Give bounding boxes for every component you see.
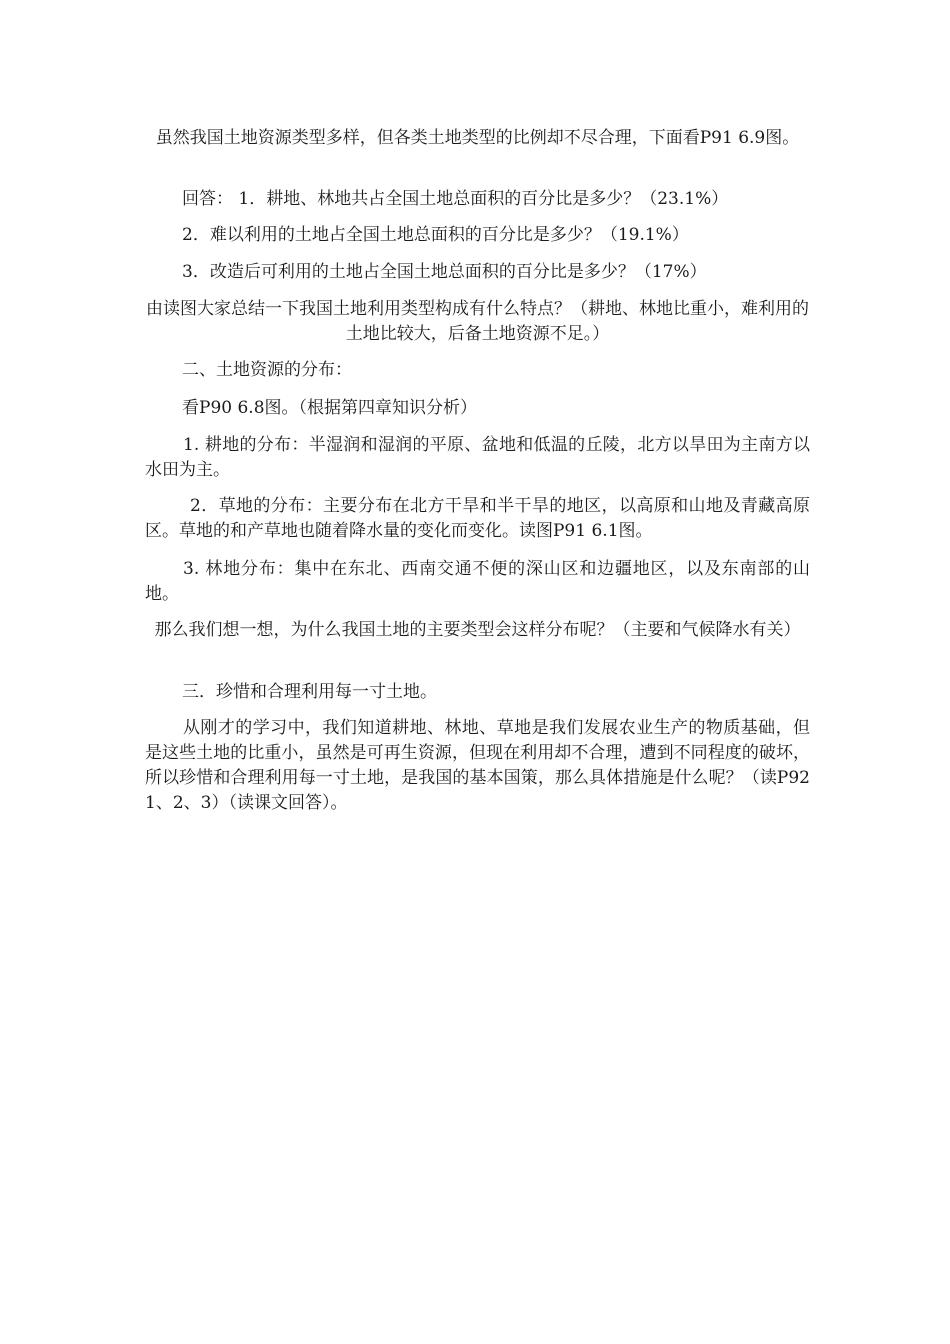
paragraph-figure-ref: 看P90 6.8图。（根据第四章知识分析） xyxy=(182,398,478,418)
paragraph-summary: 由读图大家总结一下我国土地利用类型构成有什么特点？（耕地、林地比重小，难利用的土地比较大，后备土地资源不足。） xyxy=(146,299,809,344)
paragraph-question-1: 回答： 1．耕地、林地共占全国土地总面积的百分比是多少？（23.1%） xyxy=(182,189,729,209)
paragraph-question-2: 2．难以利用的土地占全国土地总面积的百分比是多少？（19.1%） xyxy=(182,225,689,245)
paragraph-why: 那么我们想一想，为什么我国土地的主要类型会这样分布呢？（主要和气候降水有关） xyxy=(154,620,801,640)
paragraph-farmland: 1. 耕地的分布：半湿润和湿润的平原、盆地和低温的丘陵，北方以旱田为主南方以水田为主。 xyxy=(145,435,810,480)
paragraph-intro: 虽然我国土地资源类型多样，但各类土地类型的比例却不尽合理，下面看P91 6.9图。 xyxy=(155,128,800,148)
paragraph-forest: 3. 林地分布：集中在东北、西南交通不便的深山区和边疆地区，以及东南部的山地。 xyxy=(145,559,810,604)
section-heading-cherish: 三．珍惜和合理利用每一寸土地。 xyxy=(182,682,437,702)
paragraph-question-3: 3．改造后可利用的土地占全国土地总面积的百分比是多少？（17%） xyxy=(182,262,707,282)
paragraph-grassland: 2．草地的分布：主要分布在北方干旱和半干旱的地区，以高原和山地及青藏高原区。草地的和产草地也随着降水量的变化而变化。读图P91 6.1图。 xyxy=(145,496,810,541)
paragraph-conclusion: 从刚才的学习中，我们知道耕地、林地、草地是我们发展农业生产的物质基础，但是这些土地的比重小，虽然是可再生资源，但现在利用却不合理，遭到不同程度的破坏，所以珍惜和合理利用每一寸土地，是我国的基本国策，那么具体措施是什么呢？（读P92 1、2、3）（读课文回答）。 xyxy=(145,718,810,813)
section-heading-distribution: 二、土地资源的分布： xyxy=(182,360,352,380)
